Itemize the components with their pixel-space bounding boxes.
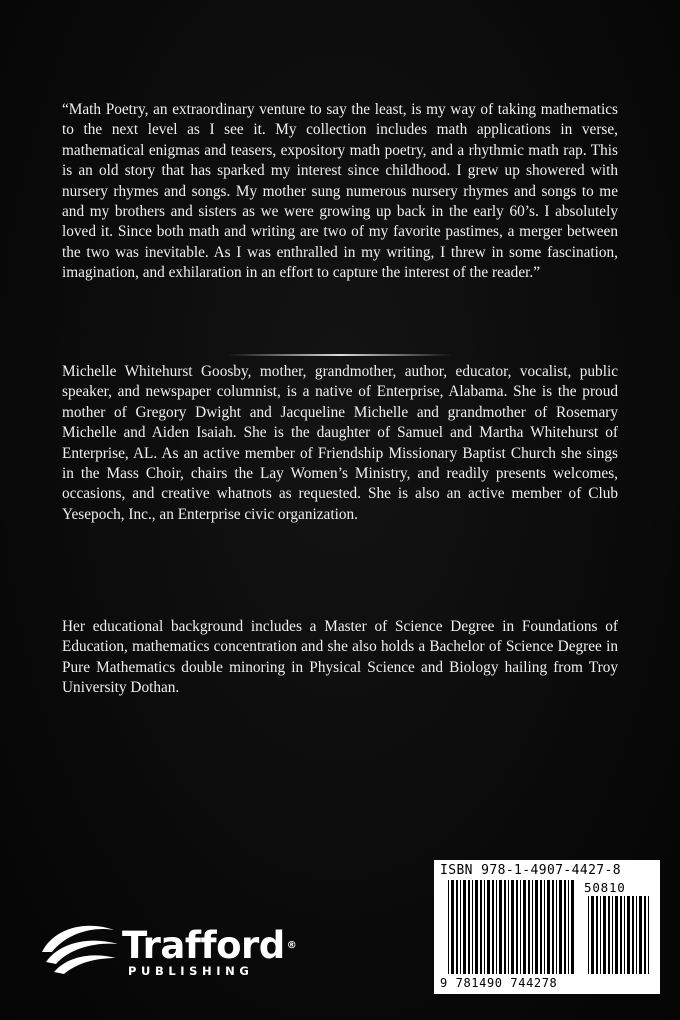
author-quote: “Math Poetry, an extraordinary venture to say the least, is my way of taking mathematics to the next level as I see it. My collection includes math applications in verse, mathematical enigmas and teasers, expository math poetry, and a rhythmic math rap. This is an old story that has sparked my interest since childhood. I grew up showered with nursery rhymes and songs. My mother sung numerous nursery rhymes and songs to me and my brothers and sisters as we were growing up back in the early 60’s. I absolutely loved it. Since both math and writing are two of my favorite pastimes, a merger between the two was inevitable. As I was enthralled in my writing, I threw in some fascination, imagination, and exhilaration in an effort to capture the interest of the reader.”: [62, 101, 618, 282]
swoosh-icon: [40, 918, 120, 974]
isbn-label: ISBN 978-1-4907-4427-8: [440, 863, 621, 878]
author-education: Her educational background includes a Master of Science Degree in Foundations of Education, mathematics concentration and she also holds a Bachelor of Science Degree in Pure Mathematics double minoring in Physical Science and Biology hailing from Troy University Dothan.: [62, 618, 618, 697]
publisher-name: Trafford ®: [122, 924, 297, 967]
publisher-tagline: PUBLISHING: [128, 964, 254, 978]
author-bio: Michelle Whitehurst Goosby, mother, grandmother, author, educator, vocalist, public speaker, and newspaper columnist, is a native of Enterprise, Alabama. She is the proud mother of Gregory Dwight and Jacqueline Michelle and grandmother of Rosemary Michelle and Aiden Isaiah. She is the daughter of Samuel and Martha Whitehurst of Enterprise, AL. As an active member of Friendship Missionary Baptist Church she sings in the Mass Choir, chairs the Lay Women’s Ministry, and readily presents welcomes, occasions, and creative whatnots as requested. She is also an active member of Club Yesepoch, Inc., an Enterprise civic organization.: [62, 363, 618, 523]
section-divider: [228, 354, 452, 356]
isbn-barcode: [434, 860, 660, 994]
publisher-logo: [40, 908, 300, 988]
price-code: 50810: [584, 880, 626, 895]
ean-digits: 9 781490 744278: [440, 976, 558, 990]
barcode-bars: [440, 880, 654, 976]
